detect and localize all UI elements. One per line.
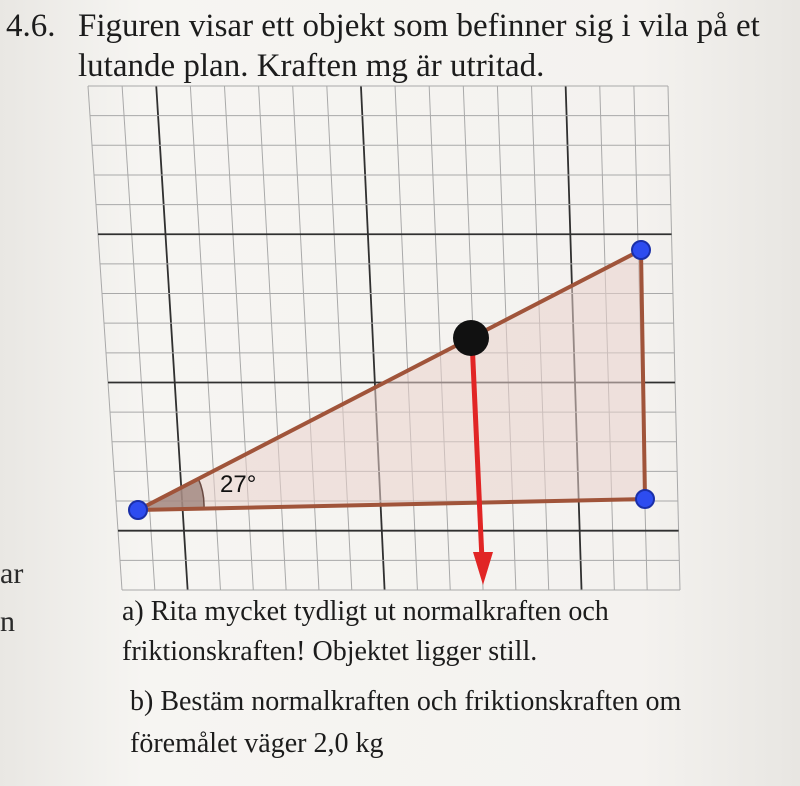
angle-label: 27° xyxy=(220,471,257,498)
grid-vertical-line xyxy=(429,86,450,590)
question-a-line-2: friktionskraften! Objektet ligger still. xyxy=(122,636,538,667)
gravity-force-arrowhead xyxy=(473,552,493,585)
grid-vertical-line xyxy=(668,86,680,590)
grid-vertical-line xyxy=(395,86,417,590)
grid-vertical-line xyxy=(293,86,319,590)
question-a-line-1: a) Rita mycket tydligt ut normalkraften och xyxy=(122,596,609,627)
margin-fragment-2: n xyxy=(0,605,15,638)
margin-fragment-1: ar xyxy=(0,557,24,590)
grid-vertical-line xyxy=(361,86,385,590)
grid-vertical-line xyxy=(190,86,220,590)
vertex-bottom-left xyxy=(129,501,147,519)
problem-number: 4.6. xyxy=(6,8,56,44)
grid-vertical-line xyxy=(259,86,287,590)
question-b-line-2: föremålet väger 2,0 kg xyxy=(130,728,384,759)
problem-text-line-1: Figuren visar ett objekt som befinner sig i vila på et xyxy=(78,8,760,44)
incline-figure xyxy=(0,80,800,600)
problem-text-line-2: lutande plan. Kraften mg är utritad. xyxy=(78,48,545,84)
grid-vertical-line xyxy=(156,86,187,590)
vertex-bottom-right xyxy=(636,490,654,508)
grid-vertical-line xyxy=(88,86,122,590)
grid-vertical-line xyxy=(327,86,352,590)
question-b-line-1: b) Bestäm normalkraften och friktionskraften om xyxy=(130,686,682,717)
object-point xyxy=(453,320,489,356)
vertex-top-right xyxy=(632,241,650,259)
grid-vertical-line xyxy=(224,86,253,590)
